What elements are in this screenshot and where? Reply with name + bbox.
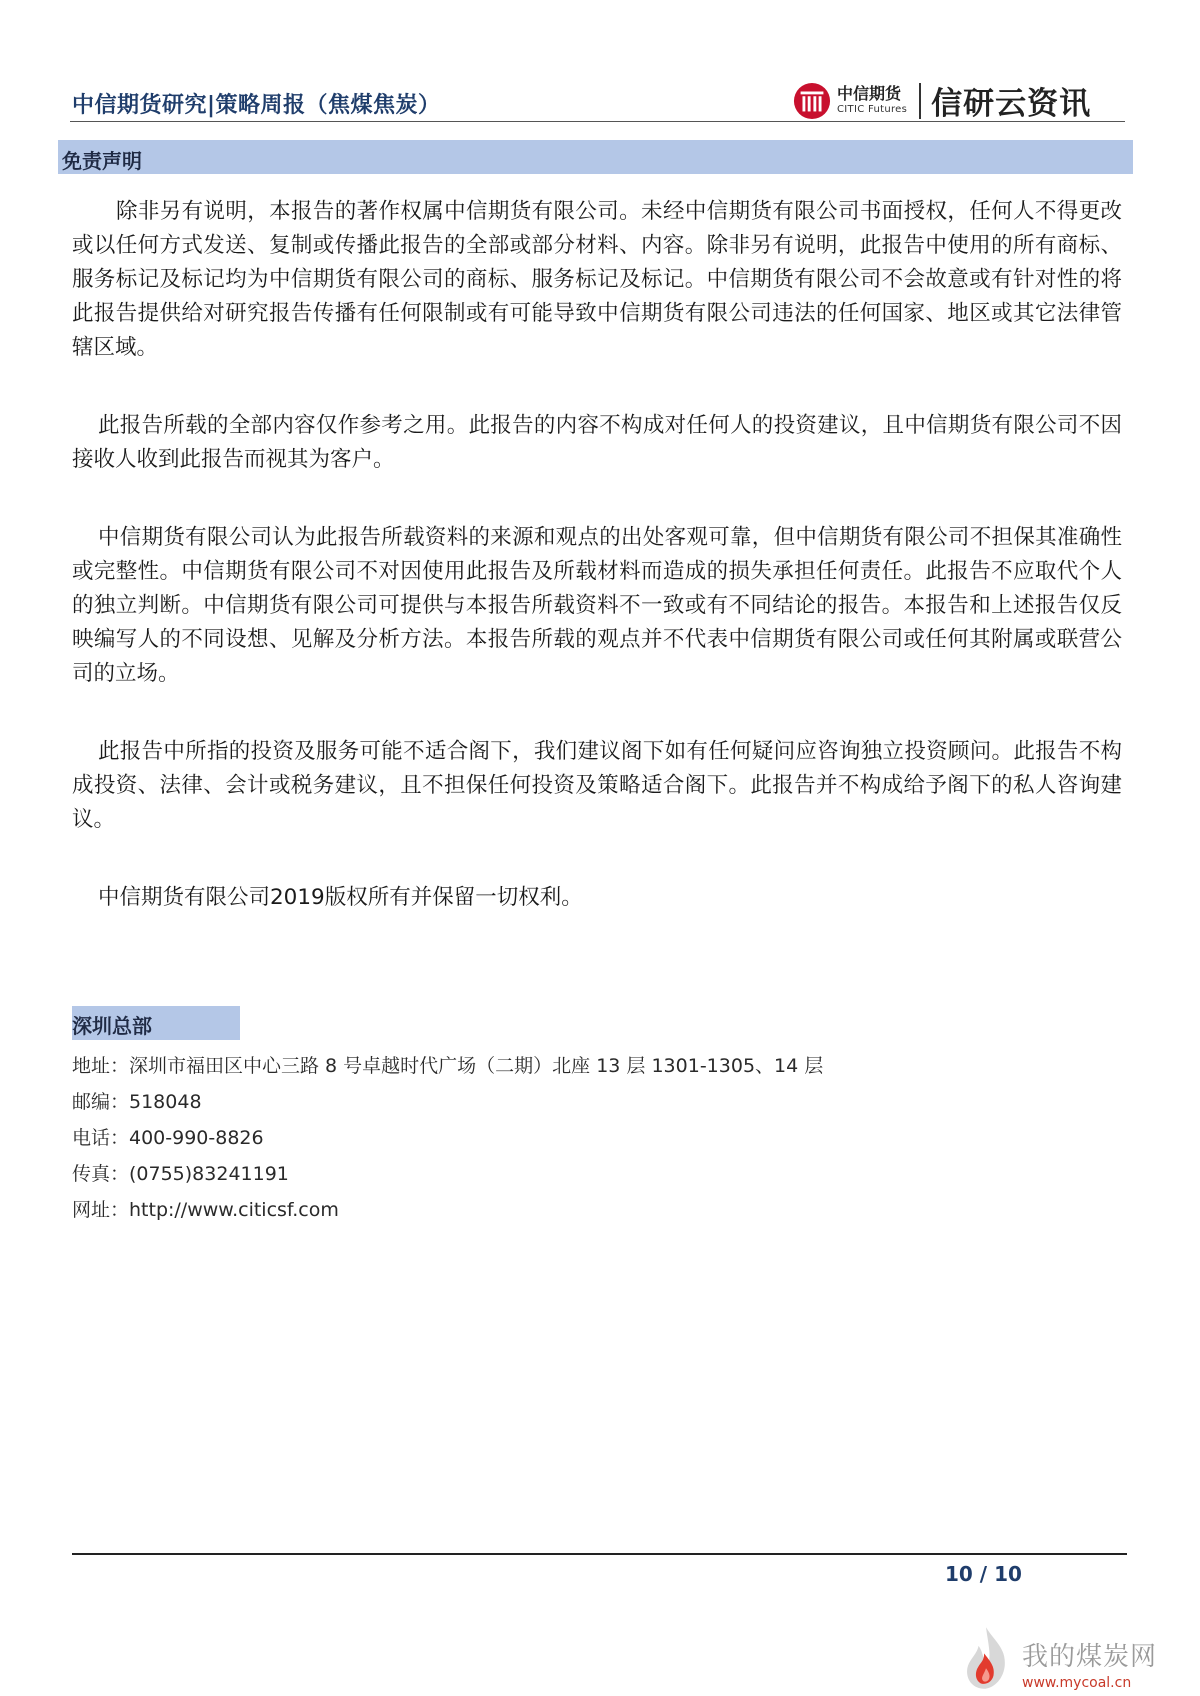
report-header-title: 中信期货研究|策略周报（焦煤焦炭） <box>72 93 441 118</box>
copyright-paragraph: 中信期货有限公司2019版权所有并保留一切权利。 <box>98 885 583 910</box>
headquarters-heading-bar <box>72 1006 240 1040</box>
footer-rule <box>72 1553 1127 1555</box>
citic-logo-icon <box>793 82 831 120</box>
disclaimer-paragraph: 除非另有说明，本报告的著作权属中信期货有限公司。未经中信期货有限公司书面授权，任何人不得更改或以任何方式发送、复制或传播此报告的全部或部分材料、内容。除非另有说明，此报告中使用的所有商标、服务标记及标记均为中信期货有限公司的商标、服务标记及标记。中信期货有限公司不会故意或有针对性的将此报告提供给对研究报告传播有任何限制或有可能导致中信期货有限公司违法的任何国家、地区或其它法律管辖区域。 <box>72 199 1122 360</box>
disclaimer-paragraph: 此报告中所指的投资及服务可能不适合阁下，我们建议阁下如有任何疑问应咨询独立投资顾问。此报告不构成投资、法律、会计或税务建议，且不担保任何投资及策略适合阁下。此报告并不构成给予阁下的私人咨询建议。 <box>72 739 1122 832</box>
postcode-line: 邮编：518048 <box>72 1091 202 1113</box>
address-line: 地址：深圳市福田区中心三路 8 号卓越时代广场（二期）北座 13 层 1301-1305、14 层 <box>72 1055 824 1077</box>
phone-line: 电话：400-990-8826 <box>72 1127 264 1149</box>
page-number: 10 / 10 <box>945 1562 1022 1586</box>
disclaimer-paragraph: 此报告所载的全部内容仅作参考之用。此报告的内容不构成对任何人的投资建议，且中信期货有限公司不因接收人收到此报告而视其为客户。 <box>72 413 1122 472</box>
flame-icon <box>958 1625 1014 1691</box>
logo-divider <box>919 83 921 119</box>
header-rule <box>70 121 1125 122</box>
watermark <box>958 1625 1157 1691</box>
website-line: 网址：http://www.citicsf.com <box>72 1199 339 1221</box>
fax-line: 传真：(0755)83241191 <box>72 1163 289 1185</box>
disclaimer-heading-bar <box>58 140 1133 174</box>
logo-company-en: CITIC Futures <box>837 104 908 115</box>
header-logo <box>793 78 1091 123</box>
watermark-site-name: 我的煤炭网 <box>1022 1642 1158 1672</box>
disclaimer-body <box>72 195 1122 915</box>
headquarters-heading: 深圳总部 <box>72 1014 152 1038</box>
disclaimer-paragraph: 中信期货有限公司认为此报告所载资料的来源和观点的出处客观可靠，但中信期货有限公司不担保其准确性或完整性。中信期货有限公司不对因使用此报告及所载材料而造成的损失承担任何责任。此报告不应取代个人的独立判断。中信期货有限公司可提供与本报告所载资料不一致或有不同结论的报告。本报告和上述报告仅反映编写人的不同设想、见解及分析方法。本报告所载的观点并不代表中信期货有限公司或任何其附属或联营公司的立场。 <box>72 525 1122 686</box>
watermark-url: www.mycoal.cn <box>1022 1675 1132 1691</box>
logo-company-cn: 中信期货 <box>837 84 902 103</box>
headquarters-contact <box>72 1048 823 1228</box>
disclaimer-heading: 免责声明 <box>62 149 142 173</box>
brand-name: 信研云资讯 <box>931 86 1092 122</box>
